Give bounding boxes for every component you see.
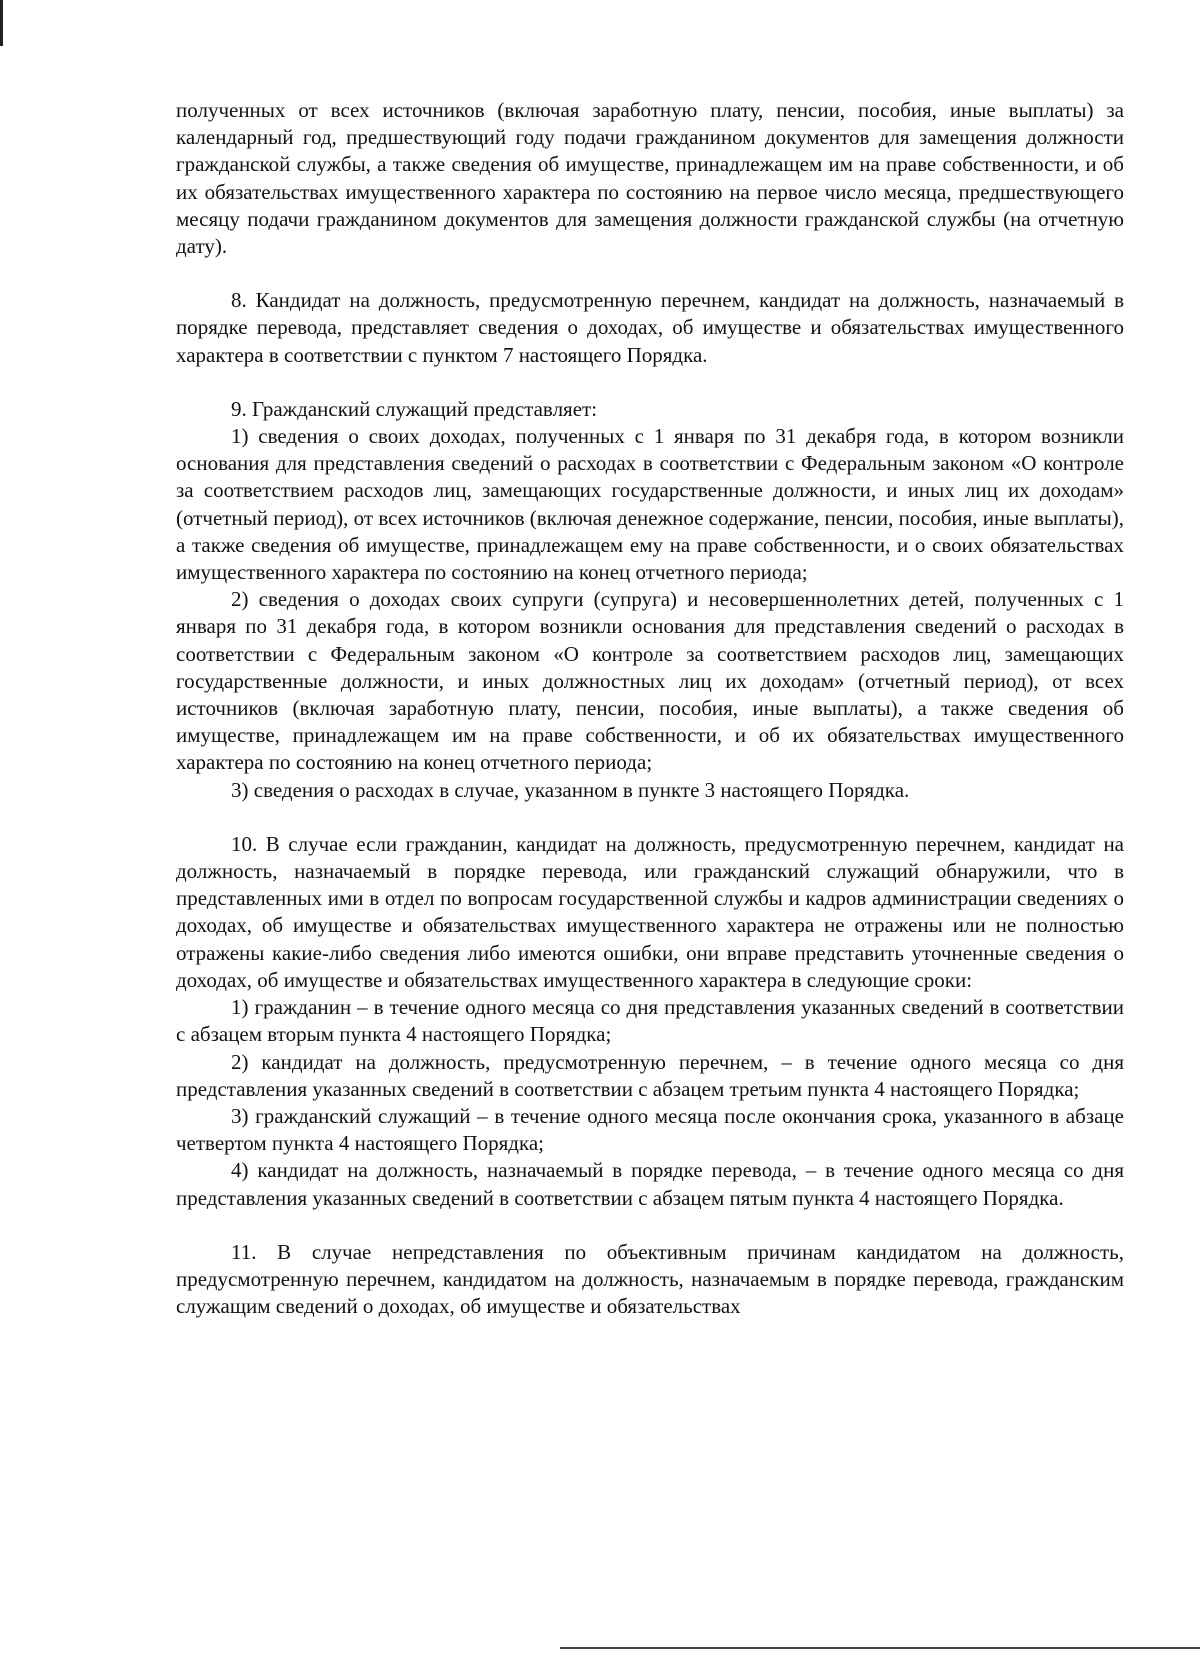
paragraph-11: 11. В случае непредставления по объективным причинам кандидатом на должность, предусмотренную перечнем, кандидатом на должность, назначаемым в порядке перевода, гражданским служащим сведений о доходах, об имуществе и обязательствах xyxy=(176,1239,1124,1319)
paragraph-9-item-2: 2) сведения о доходах своих супруги (супруга) и несовершеннолетних детей, полученных с 1 января по 31 декабря года, в котором возникли основания для представления сведений о расходах в соответствии с Федеральным законом «О контроле за соответствием расходов лиц, замещающих государственные должности, и иных должностных лиц их доходам» (отчетный период), от всех источников (включая заработную плату, пенсии, пособия, иные выплаты), а также сведения об имуществе, принадлежащем им на праве собственности, и об их обязательствах имущественного характера по состоянию на конец отчетного периода; xyxy=(176,587,1124,775)
paragraph-8: 8. Кандидат на должность, предусмотренную перечнем, кандидат на должность, назначаемый в порядке перевода, представляет сведения о доходах, об имуществе и обязательствах имущественного характера в соответствии с пунктом 7 настоящего Порядка. xyxy=(176,288,1124,367)
section-spacer xyxy=(176,804,1124,831)
scan-edge-line xyxy=(560,1647,1200,1649)
document-body xyxy=(176,97,1124,1320)
paragraph-10-item-1: 1) гражданин – в течение одного месяца со дня представления указанных сведений в соответствии с абзацем вторым пункта 4 настоящего Порядка; xyxy=(176,995,1124,1047)
scan-edge-mark xyxy=(0,0,3,46)
section-spacer xyxy=(176,369,1124,396)
paragraph-10-item-3: 3) гражданский служащий – в течение одного месяца после окончания срока, указанного в абзаце четвертом пункта 4 настоящего Порядка; xyxy=(176,1103,1124,1156)
paragraph-10: 10. В случае если гражданин, кандидат на должность, предусмотренную перечнем, кандидат на должность, назначаемый в порядке перевода, или гражданский служащий обнаружили, что в представленных ими в отдел по вопросам государственной службы и кадров администрации сведениях о доходах, об имуществе и обязательствах имущественного характера не отражены или не полностью отражены какие-либо сведения либо имеются ошибки, они вправе представить уточненные сведения о доходах, об имуществе и обязательствах имущественного характера в следующие сроки: xyxy=(176,831,1124,992)
paragraph-10-item-4: 4) кандидат на должность, назначаемый в порядке перевода, – в течение одного месяца со дня представления указанных сведений в соответствии с абзацем пятым пункта 4 настоящего Порядка. xyxy=(176,1158,1124,1210)
paragraph-10-item-2: 2) кандидат на должность, предусмотренную перечнем, – в течение одного месяца со дня представления указанных сведений в соответствии с абзацем третьим пункта 4 настоящего Порядка; xyxy=(176,1049,1124,1101)
paragraph-9-item-1: 1) сведения о своих доходах, полученных с 1 января по 31 декабря года, в котором возникли основания для представления сведений о расходах в соответствии с Федеральным законом «О контроле за соответствием расходов лиц, замещающих государственные должности, и иных лиц их доходам» (отчетный период), от всех источников (включая денежное содержание, пенсии, пособия, иные выплаты), а также сведения об имуществе, принадлежащем ему на праве собственности, и о своих обязательствах имущественного характера по состоянию на конец отчетного периода; xyxy=(176,424,1124,585)
paragraph-9-item-3: 3) сведения о расходах в случае, указанном в пункте 3 настоящего Порядка. xyxy=(231,777,910,802)
paragraph-9-heading: 9. Гражданский служащий представляет: xyxy=(231,396,598,421)
section-spacer xyxy=(176,1212,1124,1239)
section-spacer xyxy=(176,260,1124,287)
paragraph-7-continuation: полученных от всех источников (включая заработную плату, пенсии, пособия, иные выплаты) за календарный год, предшествующий году подачи гражданином документов для замещения должности гражданской службы, а также сведения об имуществе, принадлежащем им на праве собственности, и об их обязательствах имущественного характера по состоянию на первое число месяца, предшествующего месяцу подачи гражданином документов для замещения должности гражданской службы (на отчетную дату). xyxy=(176,98,1124,259)
